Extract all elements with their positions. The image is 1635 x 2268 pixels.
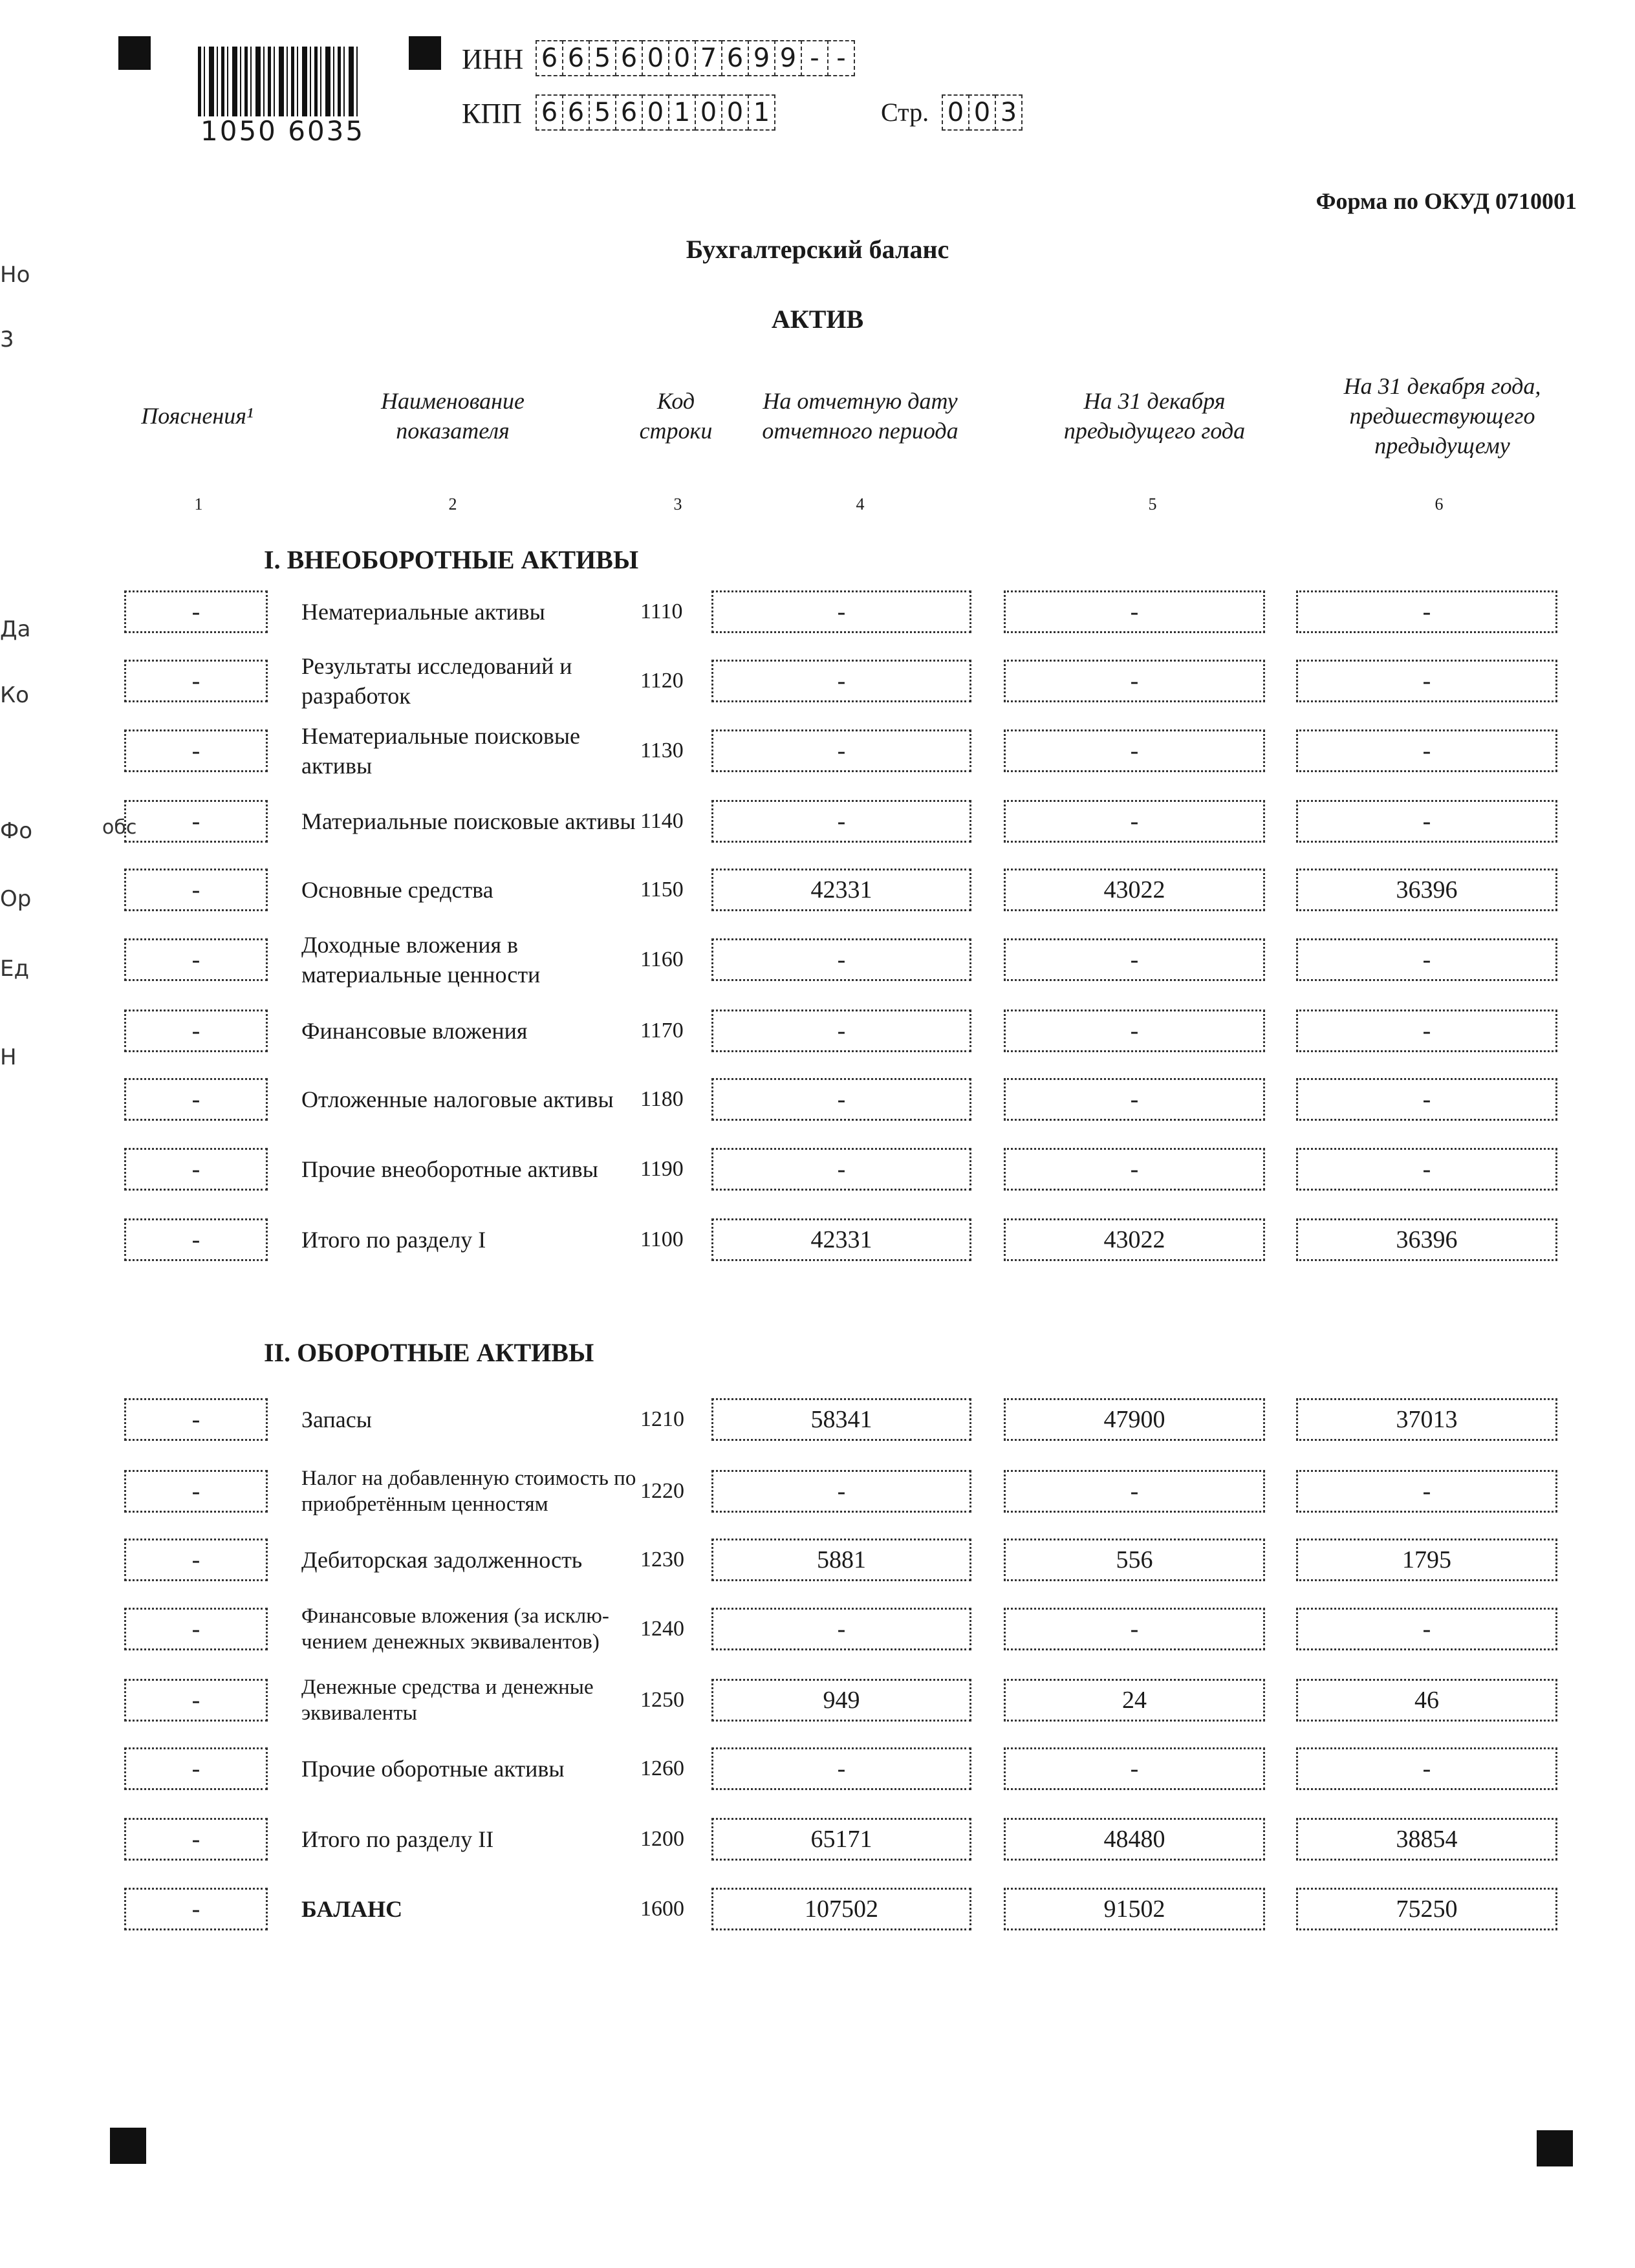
edge-fragment: Ор [0, 886, 32, 912]
row-label: Финансовые вложения (за исклю-чением денежных эквивалентов) [301, 1604, 609, 1654]
notes-field[interactable]: - [124, 1679, 268, 1722]
value-current-period[interactable]: - [711, 1078, 971, 1121]
row-code: 1160 [640, 947, 684, 971]
edge-fragment: 3 [0, 327, 14, 352]
digit-cell: 6 [615, 94, 643, 131]
row-label: Отложенные налоговые активы [301, 1086, 614, 1112]
row-code: 1240 [640, 1617, 684, 1641]
value-prev-prev-year[interactable]: - [1296, 1608, 1557, 1650]
digit-cell: 0 [642, 94, 669, 131]
row-code: 1100 [640, 1227, 684, 1251]
row-code: 1110 [640, 599, 683, 623]
digit-cell: 6 [562, 40, 590, 76]
digit-cell: 5 [589, 94, 616, 131]
digit-cell: 7 [695, 40, 722, 76]
digit-cell: 6 [536, 94, 563, 131]
row-label: БАЛАНС [301, 1896, 403, 1922]
notes-field[interactable]: - [124, 1010, 268, 1052]
row-code: 1200 [640, 1827, 684, 1851]
row-code: 1130 [640, 739, 684, 762]
value-prev-year[interactable]: 43022 [1004, 869, 1265, 911]
row-label: Итого по разделу II [301, 1826, 494, 1852]
edge-fragment: Н [0, 1044, 17, 1070]
digit-cell: 5 [589, 40, 616, 76]
edge-fragment: Фо [0, 818, 33, 844]
page-number-field[interactable] [942, 94, 1021, 131]
value-prev-year[interactable]: 48480 [1004, 1818, 1265, 1861]
col-number: 4 [856, 495, 865, 513]
digit-cell: 9 [748, 40, 775, 76]
digit-cell: 0 [668, 40, 696, 76]
registration-mark-top-mid [409, 36, 441, 70]
value-prev-prev-year[interactable]: - [1296, 660, 1557, 702]
value-prev-prev-year[interactable]: - [1296, 729, 1557, 772]
notes-field[interactable]: - [124, 938, 268, 981]
value-current-period[interactable]: 42331 [711, 869, 971, 911]
value-prev-prev-year[interactable]: - [1296, 1747, 1557, 1790]
page-label: Стр. [881, 98, 929, 127]
edge-fragment: обс [102, 816, 137, 839]
value-prev-prev-year[interactable]: - [1296, 1148, 1557, 1191]
value-current-period[interactable]: 5881 [711, 1539, 971, 1581]
edge-fragment: Ед [0, 956, 29, 982]
value-prev-prev-year[interactable]: 75250 [1296, 1888, 1557, 1930]
value-prev-prev-year[interactable]: 1795 [1296, 1539, 1557, 1581]
section-1-title: I. ВНЕОБОРОТНЫЕ АКТИВЫ [264, 545, 639, 574]
row-label: Доходные вложения в материальные ценности [301, 932, 541, 988]
value-current-period[interactable]: 949 [711, 1679, 971, 1722]
notes-field[interactable]: - [124, 1398, 268, 1441]
registration-mark-top-left [118, 36, 151, 70]
value-current-period[interactable]: 107502 [711, 1888, 971, 1930]
value-prev-year[interactable]: - [1004, 1010, 1265, 1052]
digit-cell: - [801, 40, 828, 76]
row-label: Налог на добавленную стоимость по приобретённым ценностям [301, 1467, 636, 1516]
notes-field[interactable]: - [124, 1470, 268, 1513]
value-prev-year[interactable]: - [1004, 1608, 1265, 1650]
form-code: Форма по ОКУД 0710001 [1316, 188, 1577, 214]
row-label: Нематериальные поисковые активы [301, 723, 580, 779]
col-header-prev-prev-year: На 31 декабря года, предшествующего предыдущему [1343, 373, 1541, 459]
notes-field[interactable]: - [124, 1539, 268, 1581]
col-header-code: Код строки [639, 388, 713, 444]
value-prev-year[interactable]: - [1004, 938, 1265, 981]
notes-field[interactable]: - [124, 1148, 268, 1191]
section-2-title: II. ОБОРОТНЫЕ АКТИВЫ [264, 1338, 594, 1367]
row-code: 1180 [640, 1087, 684, 1111]
notes-field[interactable]: - [124, 660, 268, 702]
digit-cell: 6 [615, 40, 643, 76]
value-prev-year[interactable]: 47900 [1004, 1398, 1265, 1441]
value-prev-year[interactable]: - [1004, 1148, 1265, 1191]
row-code: 1220 [640, 1479, 684, 1503]
row-label: Нематериальные активы [301, 599, 545, 625]
value-prev-year[interactable]: 24 [1004, 1679, 1265, 1722]
value-current-period[interactable]: 65171 [711, 1818, 971, 1861]
kpp-label: КПП [462, 98, 522, 129]
col-header-prev-year: На 31 декабря предыдущего года [1063, 388, 1246, 444]
value-prev-prev-year[interactable]: - [1296, 1470, 1557, 1513]
row-code: 1120 [640, 669, 684, 693]
value-prev-year[interactable]: - [1004, 800, 1265, 843]
barcode-number: 1050 6035 [200, 115, 365, 147]
row-code: 1170 [640, 1019, 684, 1042]
value-prev-year[interactable]: 43022 [1004, 1218, 1265, 1261]
value-prev-year[interactable]: 91502 [1004, 1888, 1265, 1930]
row-label: Материальные поисковые активы [301, 808, 636, 834]
row-code: 1190 [640, 1157, 684, 1181]
notes-field[interactable]: - [124, 1218, 268, 1261]
value-current-period[interactable]: - [711, 1747, 971, 1790]
edge-fragment: Но [0, 262, 30, 288]
registration-mark-bottom-left [110, 2128, 146, 2164]
value-current-period[interactable]: - [711, 800, 971, 843]
digit-cell: 3 [995, 94, 1023, 131]
value-prev-prev-year[interactable]: 37013 [1296, 1398, 1557, 1441]
row-label: Основные средства [301, 877, 493, 903]
row-code: 1150 [640, 878, 684, 902]
col-number: 1 [194, 495, 203, 513]
row-code: 1230 [640, 1548, 684, 1571]
row-label: Финансовые вложения [301, 1018, 528, 1044]
value-prev-year[interactable]: 556 [1004, 1539, 1265, 1581]
notes-field[interactable]: - [124, 1608, 268, 1650]
row-label: Итого по разделу I [301, 1227, 486, 1253]
value-current-period[interactable]: - [711, 1608, 971, 1650]
digit-cell: 0 [642, 40, 669, 76]
value-prev-prev-year[interactable]: - [1296, 938, 1557, 981]
value-prev-prev-year[interactable]: - [1296, 1010, 1557, 1052]
value-current-period[interactable]: - [711, 729, 971, 772]
digit-cell: - [827, 40, 855, 76]
value-prev-year[interactable]: - [1004, 1470, 1265, 1513]
value-prev-prev-year[interactable]: 36396 [1296, 869, 1557, 911]
value-prev-prev-year[interactable]: 38854 [1296, 1818, 1557, 1861]
col-header-notes: Пояснения¹ [141, 403, 254, 429]
row-label: Результаты исследований и разработок [301, 653, 572, 709]
edge-fragment: Да [0, 616, 31, 642]
inn-field[interactable] [536, 40, 854, 76]
value-prev-year[interactable]: - [1004, 729, 1265, 772]
row-code: 1140 [640, 809, 684, 833]
digit-cell: 6 [721, 40, 749, 76]
value-current-period[interactable]: 42331 [711, 1218, 971, 1261]
value-prev-prev-year[interactable]: - [1296, 1078, 1557, 1121]
row-label: Прочие оборотные активы [301, 1756, 565, 1782]
notes-field[interactable]: - [124, 1078, 268, 1121]
value-prev-year[interactable]: - [1004, 1078, 1265, 1121]
row-label: Прочие внеоборотные активы [301, 1156, 598, 1182]
notes-field[interactable]: - [124, 869, 268, 911]
col-number: 6 [1435, 495, 1444, 513]
value-current-period[interactable]: - [711, 938, 971, 981]
inn-label: ИНН [462, 43, 524, 75]
document-title: Бухгалтерский баланс [686, 235, 949, 264]
row-code: 1250 [640, 1688, 684, 1712]
value-prev-prev-year[interactable]: 46 [1296, 1679, 1557, 1722]
edge-fragment: Ко [0, 682, 29, 708]
kpp-field[interactable] [536, 94, 774, 131]
row-label: Денежные средства и денежные эквиваленты [301, 1676, 594, 1725]
col-header-current: На отчетную дату отчетного периода [762, 388, 958, 444]
digit-cell: 0 [968, 94, 996, 131]
value-prev-year[interactable]: - [1004, 660, 1265, 702]
value-current-period[interactable]: - [711, 660, 971, 702]
value-prev-year[interactable]: - [1004, 1747, 1265, 1790]
col-number: 3 [673, 495, 682, 513]
value-prev-prev-year[interactable]: - [1296, 800, 1557, 843]
value-current-period[interactable]: - [711, 590, 971, 633]
document-subtitle: АКТИВ [771, 305, 864, 334]
value-prev-prev-year[interactable]: 36396 [1296, 1218, 1557, 1261]
value-prev-year[interactable]: - [1004, 590, 1265, 633]
digit-cell: 1 [668, 94, 696, 131]
notes-field[interactable]: - [124, 1888, 268, 1930]
row-code: 1600 [640, 1897, 684, 1921]
notes-field[interactable]: - [124, 590, 268, 633]
row-code: 1210 [640, 1407, 684, 1431]
registration-mark-bottom-right [1537, 2130, 1573, 2166]
col-header-name: Наименование показателя [380, 388, 525, 444]
col-number: 5 [1148, 495, 1157, 513]
notes-field[interactable]: - [124, 1747, 268, 1790]
digit-cell: 0 [695, 94, 722, 131]
digit-cell: 1 [748, 94, 775, 131]
row-label: Запасы [301, 1407, 372, 1432]
value-current-period[interactable]: - [711, 1010, 971, 1052]
digit-cell: 6 [562, 94, 590, 131]
barcode [198, 47, 361, 116]
value-current-period[interactable]: - [711, 1470, 971, 1513]
value-current-period[interactable]: - [711, 1148, 971, 1191]
digit-cell: 0 [721, 94, 749, 131]
digit-cell: 0 [942, 94, 969, 131]
notes-field[interactable]: - [124, 800, 268, 843]
notes-field[interactable]: - [124, 1818, 268, 1861]
digit-cell: 9 [774, 40, 802, 76]
notes-field[interactable]: - [124, 729, 268, 772]
digit-cell: 6 [536, 40, 563, 76]
value-prev-prev-year[interactable]: - [1296, 590, 1557, 633]
row-code: 1260 [640, 1756, 684, 1780]
value-current-period[interactable]: 58341 [711, 1398, 971, 1441]
row-label: Дебиторская задолженность [301, 1547, 583, 1573]
col-number: 2 [448, 495, 457, 513]
